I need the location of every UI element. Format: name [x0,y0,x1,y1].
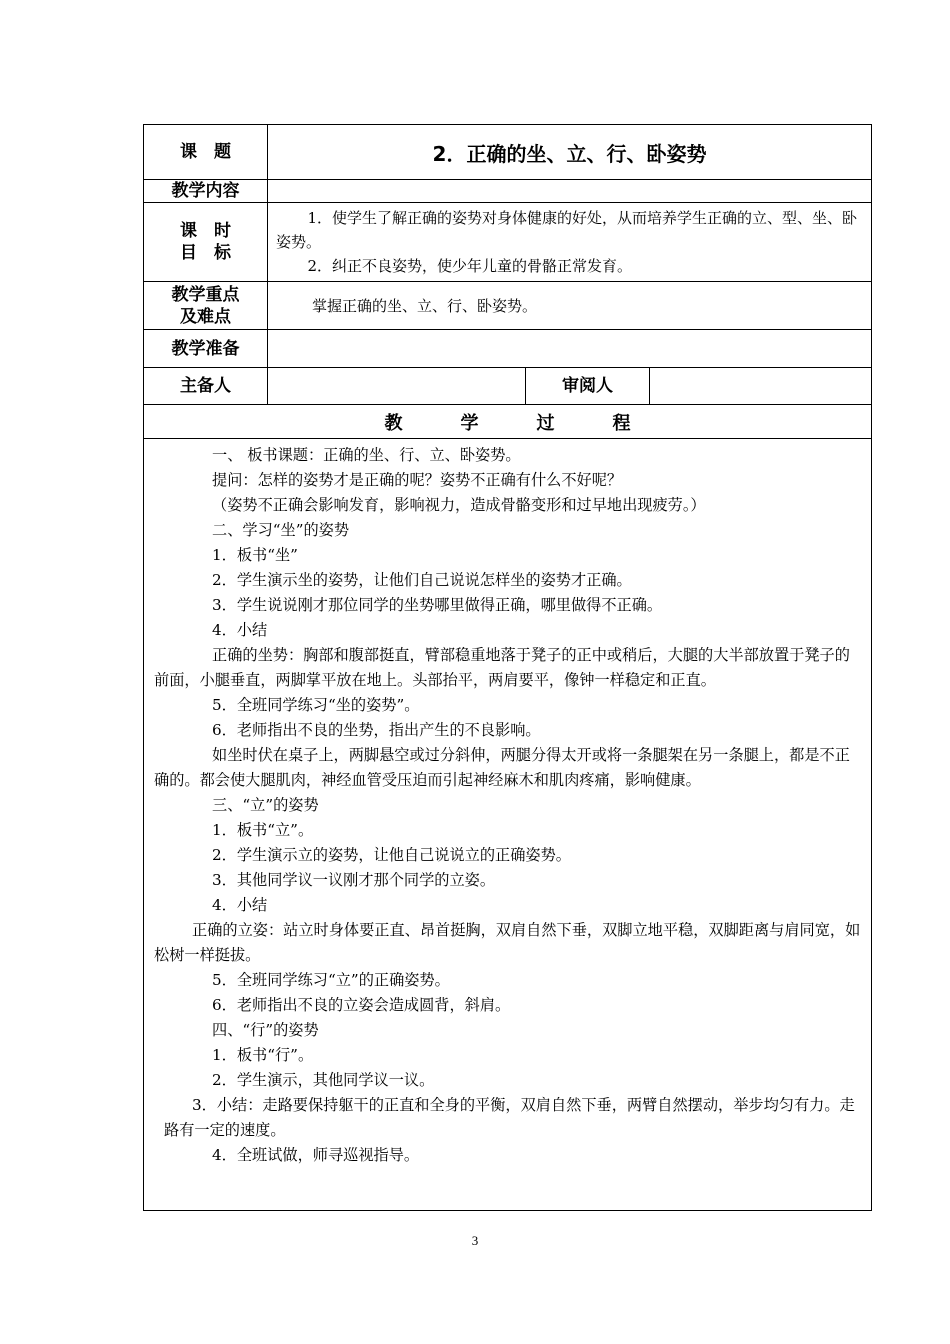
content-label: 教学内容 [144,180,268,203]
section-2-step-1: 1．板书“坐” [212,546,298,564]
section-4-step-1: 1．板书“行”。 [212,1046,314,1064]
reviewer-value [650,368,872,405]
section-1-heading: 一、 板书课题：正确的坐、行、立、卧姿势。 [212,446,521,464]
section-2-heading: 二、学习“坐”的姿势 [212,521,350,539]
section-3-step-1: 1．板书“立”。 [212,821,314,839]
row-topic [144,125,872,180]
keypoints-label-line1: 教学重点 [171,284,240,305]
process-heading-char-3: 过 [536,412,555,434]
process-body [144,439,872,1211]
row-process-body [144,439,872,1211]
section-3-step-3: 3．其他同学议一议刚才那个同学的立姿。 [212,871,496,889]
section-2-step-2: 2．学生演示坐的姿势，让他们自己说说怎样坐的姿势才正确。 [212,571,632,589]
keypoints-label-line2: 及难点 [180,306,231,327]
goal-1: 1．使学生了解正确的姿势对身体健康的好处，从而培养学生正确的立、型、坐、卧姿势。 [276,209,858,251]
goals-label-line1: 课 时 [180,221,231,241]
section-2-step-4: 4．小结 [212,621,268,639]
section-2-step-6: 6．老师指出不良的坐势，指出产生的不良影响。 [212,721,541,739]
section-3-heading: 三、“立”的姿势 [212,796,319,814]
section-1-question: 提问：怎样的姿势才是正确的呢？姿势不正确有什么不好呢？ [212,471,623,489]
section-4-step-2: 2．学生演示，其他同学议一议。 [212,1071,435,1089]
row-people [144,368,872,405]
section-2-bad-posture: 如坐时伏在桌子上，两脚悬空或过分斜伸，两腿分得太开或将一条腿架在另一条腿上，都是不正确的。都会使大腿肌肉，神经血管受压迫而引起神经麻木和肌肉疼痛，影响健康。 [154,746,850,789]
goals-label [144,203,268,282]
section-4-heading: 四、“行”的姿势 [212,1021,319,1039]
keypoints-value: 掌握正确的坐、立、行、卧姿势。 [268,282,872,330]
goals-label-line2: 目 标 [180,243,231,263]
content-value [268,180,872,203]
lesson-plan-table [143,124,872,1211]
section-4-step-4: 4．全班试做，师寻巡视指导。 [212,1146,420,1164]
section-3-step-6: 6．老师指出不良的立姿会造成圆背，斜肩。 [212,996,511,1014]
section-4-step-3: 3．小结：走路要保持躯干的正直和全身的平衡，双肩自然下垂，两臂自然摆动，举步均匀有力。走路有一定的速度。 [164,1096,855,1139]
preparer-label: 主备人 [144,368,268,405]
section-2-step-5: 5．全班同学练习“坐的姿势”。 [212,696,420,714]
goals-value [268,203,872,282]
section-3-summary: 正确的立姿：站立时身体要正直、昂首挺胸，双肩自然下垂，双脚立地平稳，双脚距离与肩同宽，如松树一样挺拔。 [154,921,861,964]
row-prep [144,330,872,368]
topic-label: 课 题 [144,125,268,180]
section-3-step-2: 2．学生演示立的姿势，让他自己说说立的正确姿势。 [212,846,571,864]
preparer-value [268,368,526,405]
row-content [144,180,872,203]
keypoints-label [144,282,268,330]
row-process-heading [144,405,872,439]
section-2-summary: 正确的坐势：胸部和腹部挺直，臂部稳重地落于凳子的正中或稍后，大腿的大半部放置于凳子的前面，小腿垂直，两脚掌平放在地上。头部抬平，两肩要平，像钟一样稳定和正直。 [154,646,850,689]
prep-value [268,330,872,368]
process-heading [144,405,872,439]
row-goals [144,203,872,282]
process-heading-char-1: 教 [384,412,403,434]
goal-2: 2．纠正不良姿势，使少年儿童的骨骼正常发育。 [307,257,633,275]
reviewer-label: 审阅人 [526,368,650,405]
section-1-answer: （姿势不正确会影响发育，影响视力，造成骨骼变形和过早地出现疲劳。） [212,496,706,514]
lesson-plan-sheet [143,124,871,1211]
section-2-step-3: 3．学生说说刚才那位同学的坐势哪里做得正确，哪里做得不正确。 [212,596,663,614]
section-3-step-5: 5．全班同学练习“立”的正确姿势。 [212,971,450,989]
process-heading-char-2: 学 [460,412,479,434]
page-number: 3 [471,1233,479,1248]
prep-label: 教学准备 [144,330,268,368]
section-3-step-4: 4．小结 [212,896,268,914]
process-heading-char-4: 程 [612,412,631,434]
lesson-title: 2．正确的坐、立、行、卧姿势 [268,125,872,180]
row-keypoints [144,282,872,330]
